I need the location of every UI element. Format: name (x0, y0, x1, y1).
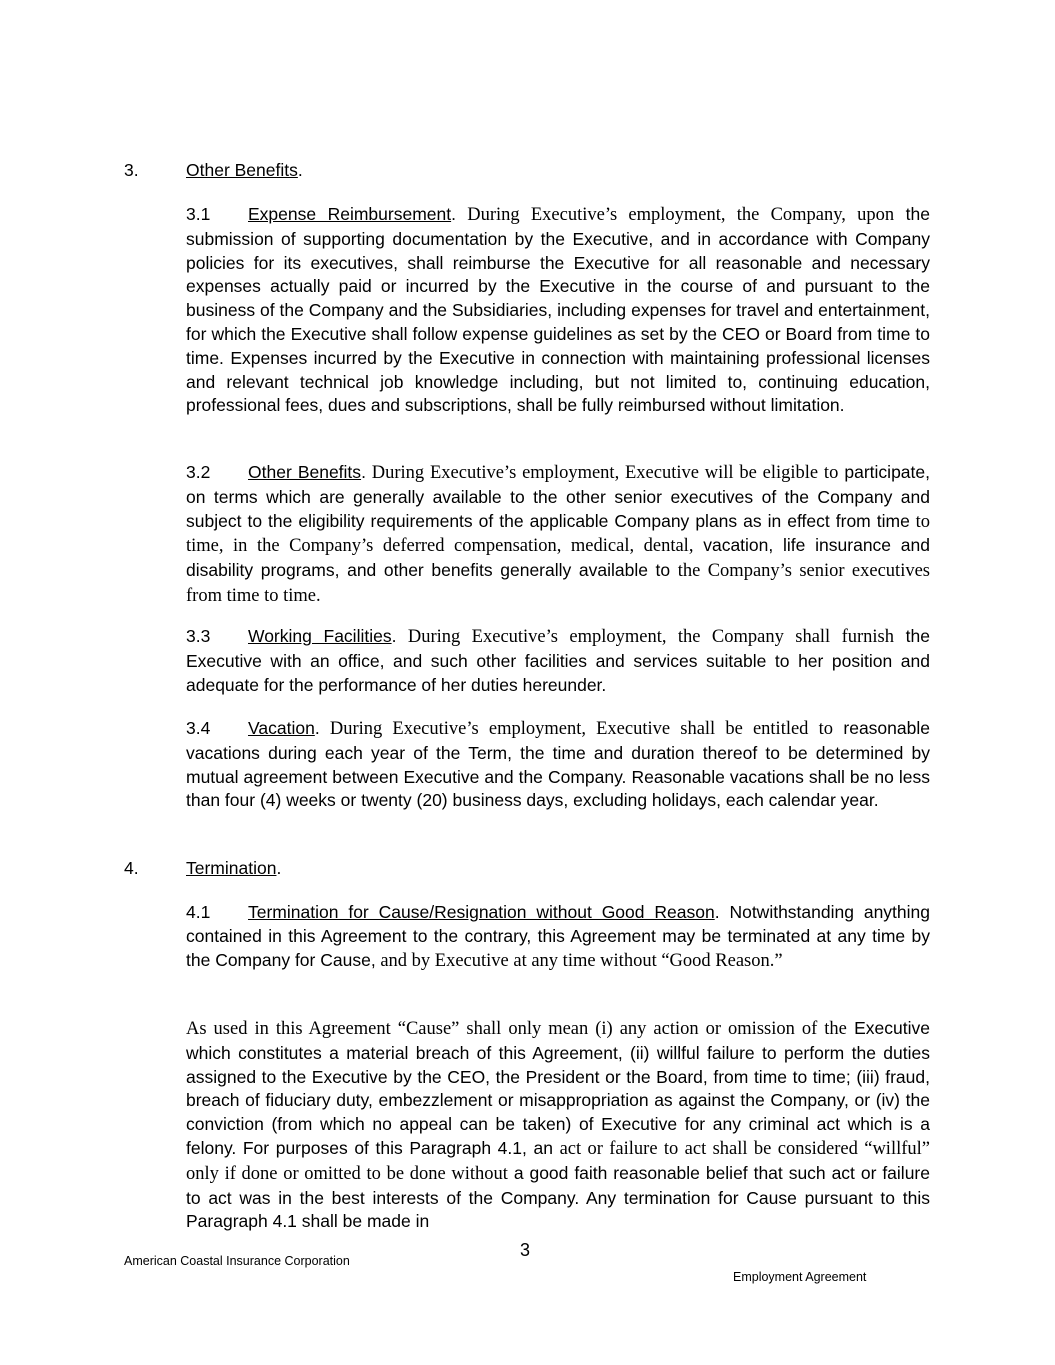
section-title: Other Benefits (186, 160, 298, 180)
paragraph-body: Executive which constitutes a material breach of this Agreement, (ii) willful failure to perform the duties assigned to the Executive by the CEO, the President or the Board, from time to time; (iii) fraud, breach of fiduciary duty, embezzlement or misappropriation as against the Company, or (iv) the conviction (from which no appeal can be taken) of Executive for any criminal act which is a felony. For purposes of this Paragraph 4.1, an (186, 1018, 930, 1158)
paragraph-title: Vacation (248, 718, 315, 738)
footer-page-number: 3 (520, 1240, 531, 1260)
paragraph-body: reasonable vacations during each year of the Term, the time and duration thereof to be determined by mutual agreement between Executive and the Company. Reasonable vacations shall be no less than four (4) weeks or twenty (20) business days, excluding holidays, each calendar year. (186, 718, 930, 811)
paragraph-3-3: 3.3 Working Facilities. During Executive’s employment, the Company shall furnish the Executive with an office, and such other facilities and services suitable to her position and adequate for the performance of her duties hereunder. (186, 626, 930, 695)
paragraph-title: Termination for Cause/Resignation without Good Reason (248, 902, 715, 922)
paragraph-body: participate, on terms which are generally available to the other senior executives of the Company and subject to the eligibility requirements of the applicable Company plans as in effect from time (186, 462, 930, 531)
paragraph-number: 4.1 (186, 902, 211, 922)
paragraph-3-2: 3.2 Other Benefits. During Executive’s employment, Executive will be eligible to participate, on terms which are generally available to the other senior executives of the Company and subject to the eligibility requirements of the applicable Company plans as in effect from time to time, in the Company’s deferred compensation, medical, dental, vacation, life insurance and disability programs, and other benefits generally available to the Company’s senior executives from time to time. (186, 462, 931, 606)
footer-company: American Coastal Insurance Corporation (124, 1254, 350, 1268)
paragraph-number: 3.3 (186, 626, 211, 646)
paragraph-title: Expense Reimbursement (248, 204, 452, 224)
footer-doc-title: Employment Agreement (733, 1270, 867, 1284)
paragraph-number: 3.4 (186, 718, 211, 738)
paragraph-number: 3.1 (186, 204, 211, 224)
paragraph-3-1: 3.1 Expense Reimbursement. During Executive’s employment, the Company, upon the submission of supporting documentation by the Executive, and in accordance with Company policies for its executives, shall reimburse the Executive for all reasonable and necessary expenses actually paid or incurred by the Executive in the course of and pursuant to the business of the Company and the Subsidiaries, including expenses for travel and entertainment, for which the Executive shall follow expense guidelines as set by the CEO or Board from time to time. Expenses incurred by the Executive in connection with maintaining professional licenses and relevant technical job knowledge including, but not limited to, continuing education, professional fees, dues and subscriptions, shall be fully reimbursed without limitation. (186, 204, 930, 416)
paragraph-body: the submission of supporting documentation by the Executive, and in accordance with Company policies for its executives, shall reimburse the Executive for all reasonable and necessary expenses actually paid or incurred by the Executive in the course of and pursuant to the business of the Company and the Subsidiaries, including expenses for travel and entertainment, for which the Executive shall follow expense guidelines as set by the CEO or Board from time to time. Expenses incurred by the Executive in connection with maintaining professional licenses and relevant technical job knowledge including, but not limited to, continuing education, professional fees, dues and subscriptions, shall be fully reimbursed without limitation. (186, 204, 930, 416)
paragraph-4-1: 4.1 Termination for Cause/Resignation without Good Reason. Notwithstanding anything contained in this Agreement to the contrary, this Agreement may be terminated at any time by the Company for Cause, and by Executive at any time without “Good Reason.” (186, 902, 931, 971)
section-3-heading: 3. Other Benefits. (124, 160, 303, 180)
paragraph-number: 3.2 (186, 462, 211, 482)
paragraph-body: the Executive with an office, and such other facilities and services suitable to her position and adequate for the performance of her duties hereunder. (186, 626, 930, 695)
paragraph-title: Other Benefits (248, 462, 362, 482)
section-number: 4. (124, 858, 139, 878)
section-4-heading: 4. Termination. (124, 858, 282, 878)
paragraph-body: Notwithstanding anything contained in this Agreement to the contrary, this Agreement may be terminated at any time by the Company for Cause, (186, 902, 931, 970)
section-title: Termination (186, 858, 277, 878)
paragraph-4-1-cause: As used in this Agreement “Cause” shall only mean (i) any action or omission of the Executive which constitutes a material breach of this Agreement, (ii) willful failure to perform the duties assigned to the Executive by the CEO, the President or the Board, from time to time; (iii) fraud, breach of fiduciary duty, embezzlement or misappropriation as against the Company, or (iv) the conviction (from which no appeal can be taken) of Executive for any criminal act which is a felony. For purposes of this Paragraph 4.1, an act or failure to act shall be considered “willful” only if done or omitted to be done without a good faith reasonable belief that such act or failure to act was in the best interests of the Company. Any termination for Cause pursuant to this Paragraph 4.1 shall be made in (186, 1018, 930, 1232)
paragraph-3-4: 3.4 Vacation. During Executive’s employment, Executive shall be entitled to reasonable vacations during each year of the Term, the time and duration thereof to be determined by mutual agreement between Executive and the Company. Reasonable vacations shall be no less than four (4) weeks or twenty (20) business days, excluding holidays, each calendar year. (186, 718, 930, 811)
paragraph-title: Working Facilities (248, 626, 392, 646)
section-number: 3. (124, 160, 139, 180)
